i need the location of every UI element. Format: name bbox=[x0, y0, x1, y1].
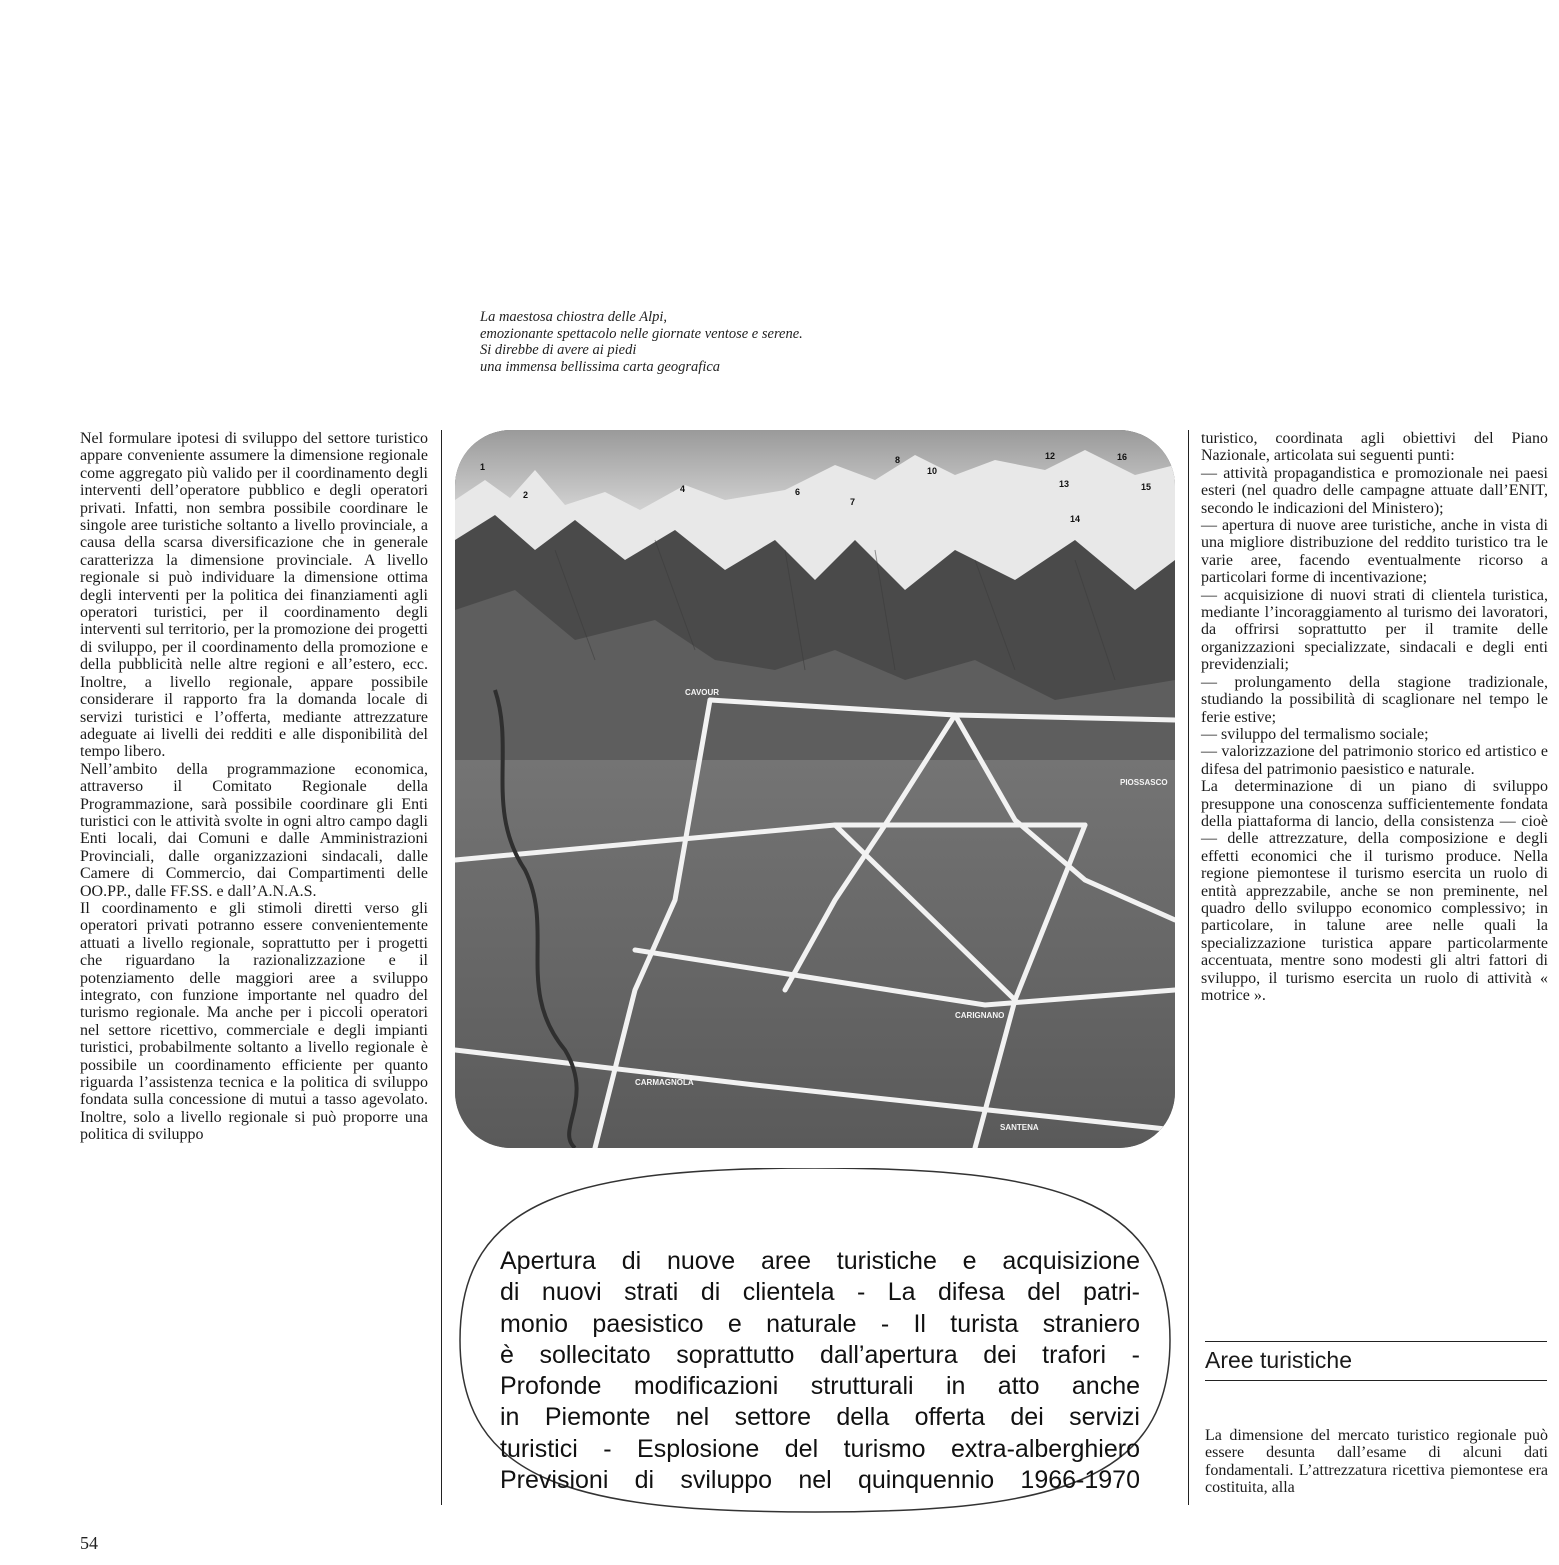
map-label: CARMAGNOLA bbox=[635, 1078, 694, 1087]
paragraph: Nel formulare ipotesi di sviluppo del settore turistico appare conveniente assumere la dimensione regionale come aggregato più valido per il coordinamento degli interventi dell’operatore pubblico e degli operatori privati. Infatti, non sembra possibile coordinare le singole aree turistiche soltanto a livello provinciale, a causa della scarsa diversificazione che in generale caratterizza la dimensione provinciale. A livello regionale si può individuare la dimensione ottima degli interventi per la politica dei finanziamenti agli operatori turistici, per il coordinamento degli interventi sul territorio, per la promozione dei progetti di sviluppo, per il coordinamento della promozione e della pubblicità nelle altre regioni e all’estero, ecc. Inoltre, a livello regionale, appare possibile considerare il rapporto fra la domanda locale di servizi turistici e l’offerta, mediante attrezzature adeguate ai livelli dei redditi e alle disponibilità del tempo libero. bbox=[80, 430, 428, 761]
peak-number: 1 bbox=[480, 462, 486, 472]
headline-text bbox=[500, 1246, 1140, 1496]
section-paragraph: La dimensione del mercato turistico regionale può essere desunta dall’esame di alcuni dati fondamentali. L’attrezzatura ricettiva piemontese era costituita, alla bbox=[1205, 1427, 1548, 1497]
paragraph: Il coordinamento e gli stimoli diretti verso gli operatori privati potranno essere convenientemente attuati a livello regionale, soprattutto per i progetti che riguardano la razionalizzazione e il potenziamento delle maggiori aree a sviluppo integrato, con funzione importante nel quadro del turismo regionale. Ma anche per i piccoli operatori nel settore ricettivo, commerciale e degli impianti turistici, probabilmente soltanto a livello regionale è possibile un coordinamento efficiente per quanto riguarda l’assistenza tecnica e la politica di sviluppo fondata sulla concessione di mutui a tasso agevolato. Inoltre, solo a livello regionale si può proporre una politica di sviluppo bbox=[80, 899, 428, 1144]
page-number: 54 bbox=[80, 1533, 98, 1553]
headline-line: Previsioni di sviluppo nel quinquennio 1966-1970 bbox=[500, 1466, 1140, 1495]
headline-line: di nuovi strati di clientela - La difesa del patri- bbox=[500, 1278, 1140, 1307]
headline-line: monio paesistico e naturale - Il turista straniero bbox=[500, 1309, 1140, 1338]
peak-number: 16 bbox=[1117, 452, 1128, 462]
peak-number: 7 bbox=[850, 497, 856, 507]
photo-caption bbox=[480, 309, 1040, 375]
peak-number: 13 bbox=[1059, 479, 1070, 489]
peak-number: 12 bbox=[1045, 451, 1056, 461]
paragraph: Nell’ambito della programmazione economica, attraverso il Comitato Regionale della Programmazione, sarà possibile coordinare gli Enti turistici con le attività svolte in ogni altro campo dagli Enti locali, dai Comuni e dalle Amministrazioni Provinciali, dalle organizzazioni sindacali, dalle Camere di Commercio, dai Compartimenti delle OO.PP., dalle FF.SS. e dall’A.N.A.S. bbox=[80, 760, 428, 900]
caption-line: Si direbbe di avere ai piedi bbox=[480, 342, 637, 358]
headline-line: Apertura di nuove aree turistiche e acquisizione bbox=[500, 1247, 1140, 1275]
paragraph: La determinazione di un piano di sviluppo presuppone una conoscenza sufficientemente fondata della piattaforma di lancio, della consistenza — cioè — delle attrezzature, della composizione e degli effetti economici che il turismo produce. Nella regione piemontese il turismo esercita un ruolo di entità apprezzabile, anche se non preminente, nel quadro dello sviluppo economico complessivo; in particolare, in talune aree nelle quali la specializzazione turistica appare particolarmente accentuata, mentre sono modesti gli altri fattori di sviluppo, il turismo esercita un ruolo di attività « motrice ». bbox=[1201, 778, 1548, 1004]
headline-line: in Piemonte nel settore della offerta dei servizi bbox=[500, 1403, 1140, 1432]
peak-number: 6 bbox=[795, 487, 801, 497]
photo-drawing bbox=[455, 430, 1175, 1148]
headline-line: Profonde modificazioni strutturali in atto anche bbox=[500, 1372, 1140, 1401]
peak-number: 10 bbox=[927, 466, 938, 476]
map-label: PIOSSASCO bbox=[1120, 778, 1168, 787]
map-label: CAVOUR bbox=[685, 688, 720, 697]
paragraph: turistico, coordinata agli obiettivi del Piano Nazionale, articolata sui seguenti punti: bbox=[1201, 430, 1548, 465]
column-divider bbox=[441, 430, 442, 1505]
headline-line: turistici - Esplosione del turismo extra-alberghiero bbox=[500, 1434, 1140, 1463]
caption-line: emozionante spettacolo nelle giornate ventose e serene. bbox=[480, 325, 803, 342]
column-divider bbox=[1188, 430, 1189, 1505]
peak-number: 15 bbox=[1141, 482, 1152, 492]
list-item: — sviluppo del termalismo sociale; bbox=[1201, 725, 1429, 743]
peak-number: 2 bbox=[523, 490, 529, 500]
section-heading: Aree turistiche bbox=[1205, 1341, 1547, 1381]
map-label: SANTENA bbox=[1000, 1123, 1039, 1132]
list-item: — acquisizione di nuovi strati di clientela turistica, mediante l’incoraggiamento al turismo dei lavoratori, da offrirsi soprattutto per il tramite delle organizzazioni specializzate, sindacali e degli enti previdenziali; bbox=[1201, 586, 1548, 674]
list-item: — attività propagandistica e promozionale nei paesi esteri (nel quadro delle campagne attuate dall’ENIT, secondo le indicazioni del Ministero); bbox=[1201, 464, 1548, 517]
headline-box bbox=[456, 1168, 1174, 1516]
peak-number: 4 bbox=[680, 484, 686, 494]
alps-aerial-photo bbox=[455, 430, 1175, 1148]
map-label: CARIGNANO bbox=[955, 1011, 1005, 1020]
peak-number: 14 bbox=[1070, 514, 1081, 524]
headline-line: è sollecitato soprattutto dall’apertura dei trafori - bbox=[500, 1340, 1140, 1369]
list-item: — apertura di nuove aree turistiche, anche in vista di una migliore distribuzione del reddito turistico tra le varie aree, facendo eventualmente ricorso a particolari forme di incentivazione; bbox=[1201, 517, 1548, 587]
caption-line: una immensa bellissima carta geografica bbox=[480, 358, 721, 375]
list-item: — prolungamento della stagione tradizionale, studiando la possibilità di scaglionare nel tempo le ferie estive; bbox=[1201, 673, 1548, 726]
caption-line: La maestosa chiostra delle Alpi, bbox=[480, 309, 668, 325]
left-text-column bbox=[80, 430, 428, 1144]
peak-number: 8 bbox=[895, 455, 901, 465]
right-text-column bbox=[1201, 430, 1548, 1004]
list-item: — valorizzazione del patrimonio storico ed artistico e difesa del patrimonio paesistico e naturale. bbox=[1201, 743, 1548, 778]
